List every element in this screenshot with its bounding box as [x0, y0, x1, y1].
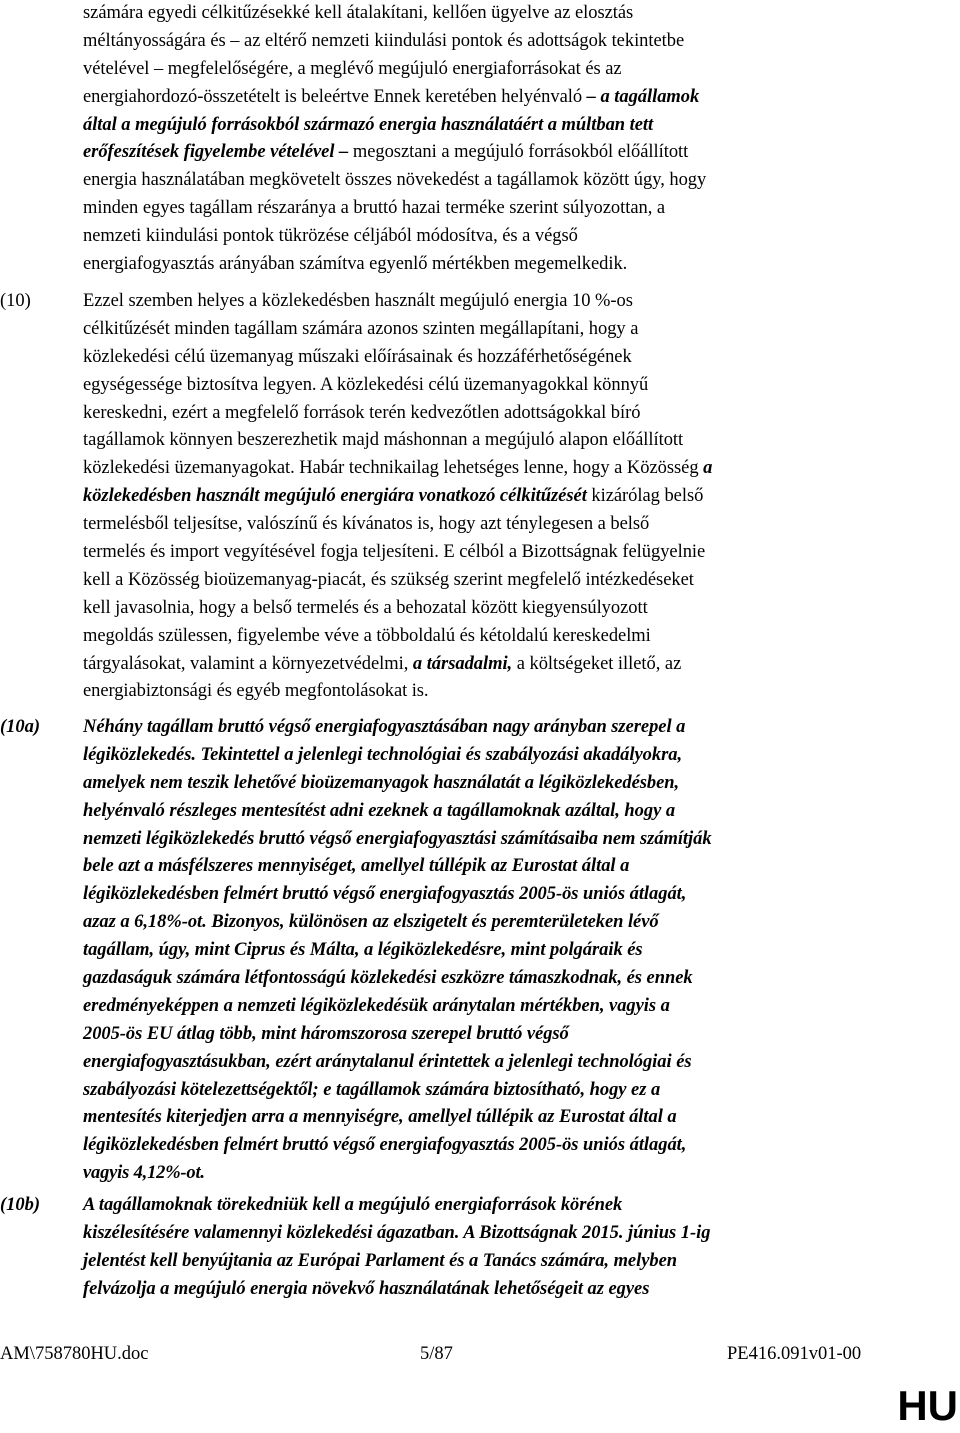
- text-line: [83, 28, 883, 56]
- amended-text-run: 2005-ös EU átlag több, mint háromszorosa szerepel bruttó végső: [83, 1023, 569, 1044]
- text-run: tárgyalásokat, valamint a környezetvédelmi,: [83, 653, 413, 674]
- text-line: [83, 1021, 883, 1049]
- amended-text-run: energiafogyasztásukban, ezért aránytalanul érintettek a jelenlegi technológiai és: [83, 1051, 692, 1072]
- paragraph-body: [83, 0, 883, 279]
- text-line: [83, 455, 883, 483]
- text-line: [83, 400, 883, 428]
- amended-text-run: nemzeti légiközlekedés bruttó végső energiafogyasztási számításaiba nem számítják: [83, 828, 712, 849]
- text-line: [83, 567, 883, 595]
- amended-text-run: légiközlekedésben felmért bruttó végső energiafogyasztás 2005-ös uniós átlagát,: [83, 884, 687, 905]
- text-line: [83, 0, 883, 28]
- amended-text-run: helyénvaló részleges mentesítést adni ezeknek a tagállamoknak azáltal, hogy a: [83, 800, 676, 821]
- text-line: [83, 965, 883, 993]
- amended-text-run: szabályozási kötelezettségektől; e tagállamok számára biztosítható, hogy ez a: [83, 1079, 661, 1100]
- text-line: [83, 798, 883, 826]
- amended-text-run: a társadalmi,: [412, 653, 513, 674]
- text-run: termelésből teljesítse, valószínű és kívánatos is, hogy azt ténylegesen a belső: [83, 514, 650, 535]
- amended-text-run: azaz a 6,18%-ot. Bizonyos, különösen az elszigetelt és peremterületeken lévő: [83, 912, 659, 933]
- pe-reference: PE416.091v01-00: [727, 1344, 862, 1364]
- text-run: kell a Közösség bioüzemanyag-piacát, és szükség szerint megfelelő intézkedéseket: [83, 569, 694, 590]
- text-run: tagállamok könnyen beszerezhetik majd máshonnan a megújuló alapon előállított: [83, 430, 684, 451]
- text-line: [83, 84, 883, 112]
- text-line: [83, 770, 883, 798]
- text-run: Ezzel szemben helyes a közlekedésben használt megújuló energia 10 %-os: [83, 291, 633, 311]
- paragraph-number: (10a): [0, 717, 41, 737]
- text-run: egységessége biztosítva legyen. A közlekedési célú üzemanyagokkal könnyű: [83, 374, 649, 395]
- text-line: [83, 539, 883, 567]
- text-run: nemzeti kiindulási pontok tükrözése céljából módosítva, és a végső: [83, 226, 578, 247]
- amended-text-run: eredményeképpen a nemzeti légiközlekedésük aránytalan mértékben, vagyis a: [83, 995, 670, 1016]
- text-line: [83, 678, 883, 706]
- amended-text-run: bele azt a másfélszeres mennyiséget, amellyel túllépik az Eurostat által a: [83, 856, 630, 877]
- amended-text-run: a: [703, 458, 713, 479]
- text-run: közlekedési célú üzemanyag műszaki előírásainak és hozzáférhetőségének: [83, 346, 632, 367]
- text-line: [83, 1276, 883, 1304]
- paragraph-number: (10): [0, 291, 31, 311]
- text-line: [83, 195, 883, 223]
- text-line: [83, 316, 883, 344]
- text-run: megoldás szülessen, figyelembe véve a többoldalú és kétoldalú kereskedelmi: [83, 625, 651, 646]
- amended-text-run: erőfeszítések figyelembe vételével –: [83, 142, 349, 163]
- text-line: [83, 372, 883, 400]
- text-line: [83, 651, 883, 679]
- text-line: [83, 139, 883, 167]
- amended-text-run: felvázolja a megújuló energia növekvő használatának lehetőségeit az egyes: [83, 1278, 650, 1299]
- amended-text-run: mentesítés kiterjedjen arra a mennyiségre, amellyel túllépik az Eurostat által a: [83, 1107, 677, 1128]
- text-line: [83, 112, 883, 140]
- text-line: [83, 742, 883, 770]
- amended-text-run: közlekedésben használt megújuló energiára vonatkozó célkitűzését: [83, 486, 587, 507]
- amended-text-run: jelentést kell benyújtania az Európai Parlament és a Tanács számára, melyben: [83, 1250, 677, 1271]
- text-run: energiafogyasztás arányában számítva egyenlő mértékben megemelkedik.: [83, 254, 628, 275]
- amended-text-run: amelyek nem teszik lehetővé bioüzemanyagok használatát a légiközlekedésben,: [83, 772, 680, 793]
- text-run: a költségeket illető, az: [512, 653, 682, 674]
- text-line: [83, 1248, 883, 1276]
- text-line: [83, 993, 883, 1021]
- text-line: [83, 826, 883, 854]
- amended-text-run: vagyis 4,12%-ot.: [83, 1163, 205, 1184]
- text-run: kereskedni, ezért a megfelelő források terén kedvezőtlen adottságokkal bíró: [83, 402, 641, 423]
- text-line: [83, 853, 883, 881]
- amended-text-run: által a megújuló forrásokból származó energia használatáért a múltban tett: [83, 114, 654, 135]
- document-reference: AM\758780HU.doc: [0, 1344, 149, 1364]
- language-code: HU: [897, 1382, 958, 1429]
- amended-text-run: – a tagállamok: [586, 86, 700, 107]
- text-line: [83, 344, 883, 372]
- text-run: kell javasolnia, hogy a belső termelés és a behozatal között kiegyensúlyozott: [83, 597, 648, 618]
- paragraph-body: [83, 714, 883, 1188]
- text-run: kizárólag belső: [586, 486, 704, 507]
- text-line: [83, 623, 883, 651]
- amended-text-run: Néhány tagállam bruttó végső energiafogyasztásában nagy arányban szerepel a: [83, 717, 686, 737]
- text-run: megosztani a megújuló forrásokból előállított: [348, 142, 689, 163]
- text-line: [83, 251, 883, 279]
- page-footer: [0, 1339, 960, 1369]
- amended-text-run: A tagállamoknak törekedniük kell a megújuló energiaforrások körének: [83, 1195, 623, 1215]
- amended-text-run: tagállam, úgy, mint Ciprus és Málta, a légiközlekedésre, mint polgáraik és: [83, 940, 643, 961]
- page-number: 5/87: [420, 1344, 453, 1364]
- text-line: [83, 511, 883, 539]
- text-line: [83, 1104, 883, 1132]
- paragraph-body: [83, 288, 883, 706]
- text-line: [83, 1192, 883, 1220]
- text-line: [83, 288, 883, 316]
- text-line: [83, 1160, 883, 1188]
- text-line: [83, 167, 883, 195]
- text-line: [83, 1077, 883, 1105]
- text-line: [83, 595, 883, 623]
- text-line: [83, 56, 883, 84]
- amended-text-run: légiközlekedés. Tekintettel a jelenlegi technológiai és szabályozási akadályokra,: [83, 744, 683, 765]
- text-line: [83, 1220, 883, 1248]
- text-run: energiahordozó-összetételt is beleértve Ennek keretében helyénvaló: [83, 86, 587, 107]
- text-line: [83, 909, 883, 937]
- text-run: számára egyedi célkitűzésekké kell átalakítani, kellően ügyelve az elosztás: [83, 3, 634, 23]
- text-line: [83, 714, 883, 742]
- text-run: energiabiztonsági és egyéb megfontolásokat is.: [83, 681, 429, 702]
- amended-text-run: kiszélesítésére valamennyi közlekedési ágazatban. A Bizottságnak 2015. június 1-ig: [83, 1222, 711, 1243]
- text-line: [83, 1049, 883, 1077]
- paragraph-body: [83, 1192, 883, 1304]
- text-line: [83, 427, 883, 455]
- amended-text-run: légiközlekedésben felmért bruttó végső energiafogyasztás 2005-ös uniós átlagát,: [83, 1135, 687, 1156]
- text-run: közlekedési üzemanyagokat. Habár technikailag lehetséges lenne, hogy a Közösség: [83, 458, 704, 479]
- text-line: [83, 1132, 883, 1160]
- text-run: minden egyes tagállam részaránya a bruttó hazai terméke szerint súlyozottan, a: [83, 198, 666, 219]
- text-run: méltányosságára és – az eltérő nemzeti kiindulási pontok és adottságok tekintetbe: [83, 30, 685, 51]
- text-line: [83, 881, 883, 909]
- text-run: termelés és import vegyítésével fogja teljesíteni. E célból a Bizottságnak felügyelnie: [83, 542, 706, 563]
- text-line: [83, 483, 883, 511]
- text-run: energia használatában megkövetelt összes növekedést a tagállamok között úgy, hogy: [83, 170, 707, 191]
- paragraph-number: (10b): [0, 1195, 41, 1215]
- text-run: vételével – megfelelőségére, a meglévő megújuló energiaforrásokat és az: [83, 58, 622, 79]
- text-line: [83, 223, 883, 251]
- amended-text-run: gazdaságuk számára létfontosságú közlekedési eszközre támaszkodnak, és ennek: [83, 968, 693, 989]
- text-run: célkitűzését minden tagállam számára azonos szinten megállapítani, hogy a: [83, 318, 639, 339]
- text-line: [83, 937, 883, 965]
